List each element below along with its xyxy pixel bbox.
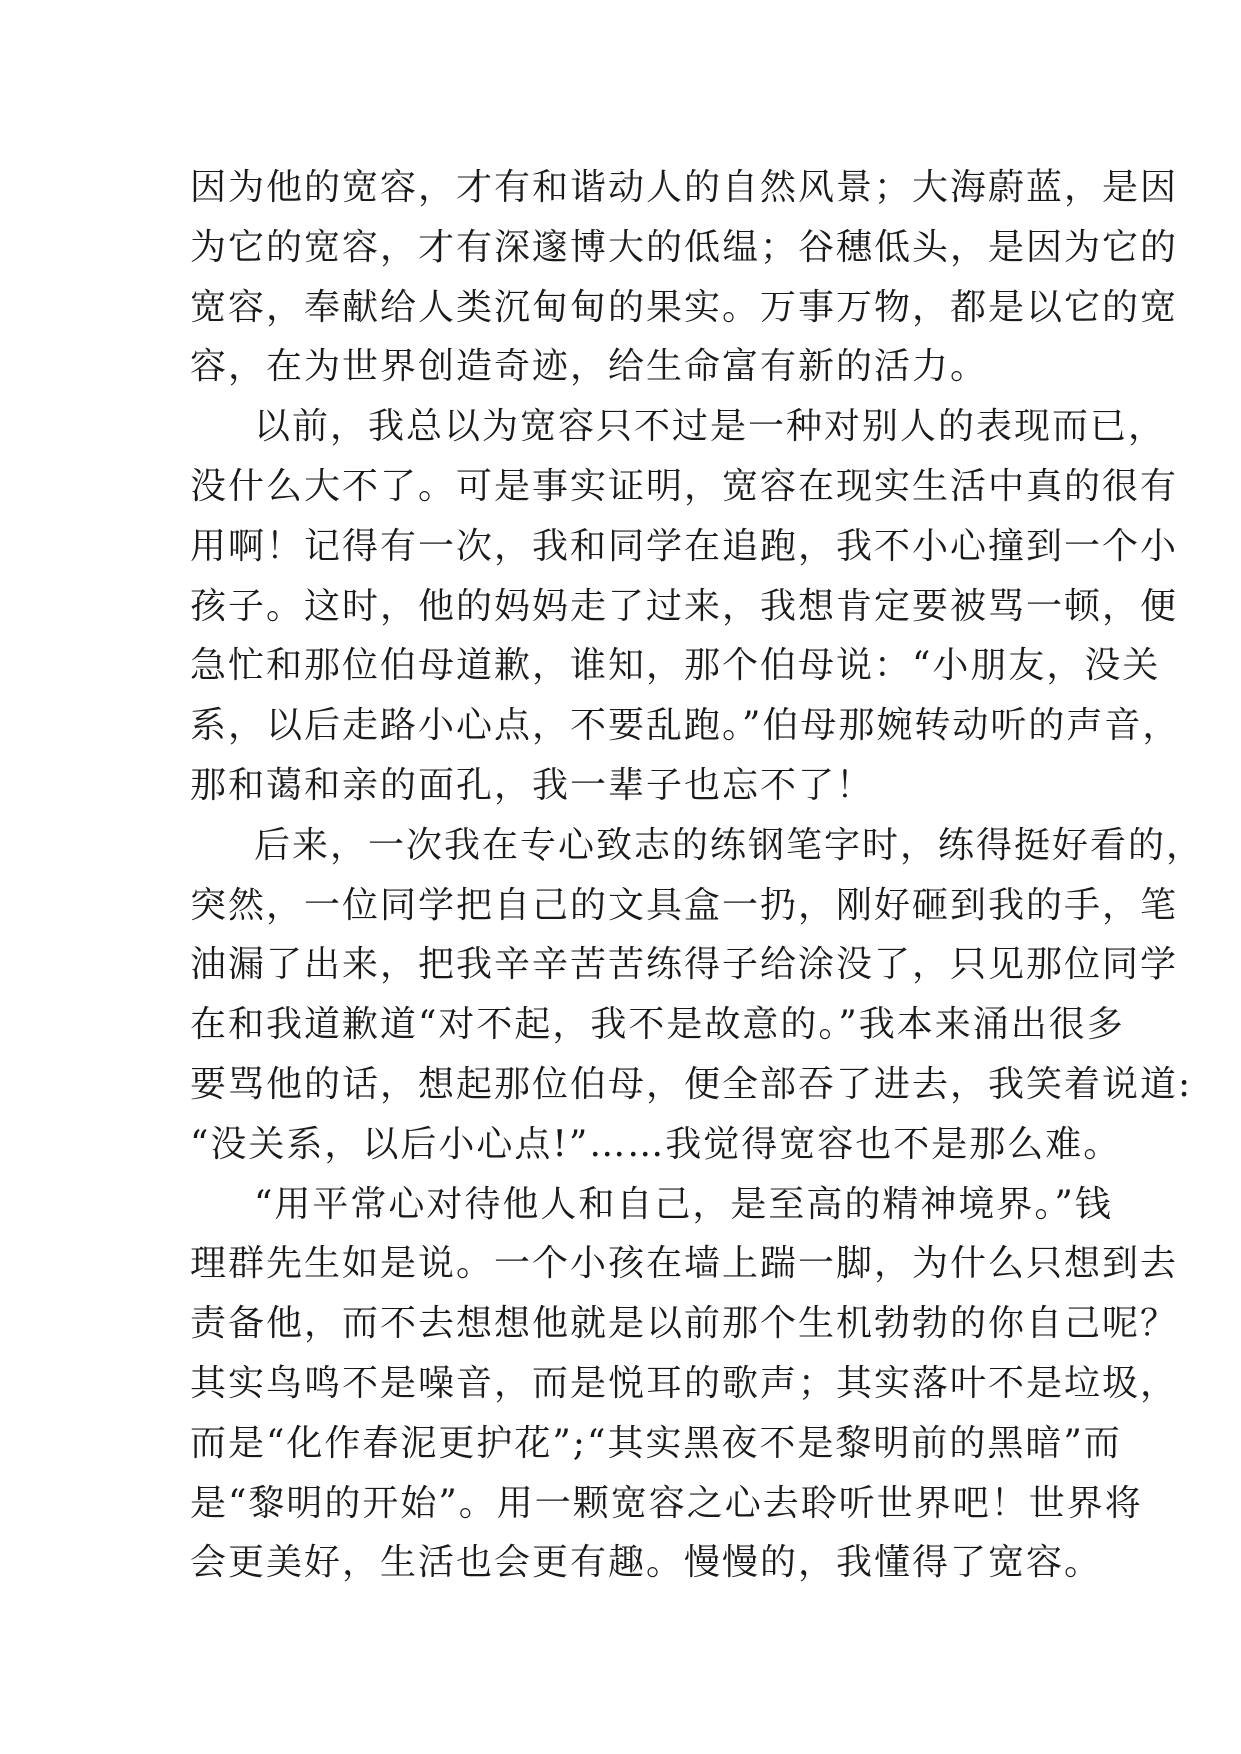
paragraph-1 <box>190 158 1179 397</box>
text-line: 容，在为世界创造奇迹，给生命富有新的活力。 <box>190 346 989 388</box>
text-line: 要骂他的话，想起那位伯母，便全部吞了进去，我笑着说道: <box>190 1063 1193 1105</box>
paragraph-3 <box>190 816 1205 1175</box>
essay-body <box>190 158 1205 1593</box>
text-line: 宽容，奉献给人类沉甸甸的果实。万事万物，都是以它的宽 <box>190 286 1179 328</box>
text-line: 是“黎明的开始”。用一颗宽容之心去聆听世界吧！世界将 <box>190 1482 1143 1524</box>
text-line: 以前，我总以为宽容只不过是一种对别人的表现而已， <box>254 406 1167 448</box>
text-line: 因为他的宽容，才有和谐动人的自然风景；大海蔚蓝，是因 <box>190 167 1179 208</box>
text-line: 系，以后走路小心点，不要乱跑。”伯母那婉转动听的声音， <box>190 705 1181 747</box>
text-line: 那和蔼和亲的面孔，我一辈子也忘不了！ <box>190 764 875 806</box>
text-line: 为它的宽容，才有深邃博大的低缊；谷穗低头，是因为它的 <box>190 226 1179 268</box>
text-line: 理群先生如是说。一个小孩在墙上踹一脚，为什么只想到去 <box>190 1243 1179 1285</box>
text-line: 会更美好，生活也会更有趣。慢慢的，我懂得了宽容。 <box>190 1542 1103 1584</box>
text-line: 油漏了出来，把我辛辛苦苦练得子给涂没了，只见那位同学 <box>190 944 1179 986</box>
paragraph-2 <box>190 397 1181 816</box>
text-line: 在和我道歉道“对不起，我不是故意的。”我本来涌出很多 <box>190 1004 1125 1046</box>
text-line: 孩子。这时，他的妈妈走了过来，我想肯定要被骂一顿，便 <box>190 585 1179 627</box>
text-line: 急忙和那位伯母道歉，谁知，那个伯母说：“小朋友，没关 <box>190 645 1161 687</box>
text-line: 用啊！记得有一次，我和同学在追跑，我不小心撞到一个小 <box>190 525 1179 567</box>
paragraph-4 <box>190 1175 1179 1594</box>
text-line: 没什么大不了。可是事实证明，宽容在现实生活中真的很有 <box>190 465 1179 507</box>
text-line: 突然，一位同学把自己的文具盒一扔，刚好砸到我的手，笔 <box>190 884 1179 926</box>
text-line: “没关系，以后小心点!”……我觉得宽容也不是那么难。 <box>190 1123 1122 1165</box>
text-line: “用平常心对待他人和自己，是至高的精神境界。”钱 <box>254 1183 1113 1225</box>
text-line: 其实鸟鸣不是噪音，而是悦耳的歌声；其实落叶不是垃圾， <box>190 1362 1179 1404</box>
text-line: 而是“化作春泥更护花”;“其实黑夜不是黎明前的黑暗”而 <box>190 1422 1122 1464</box>
text-line: 后来，一次我在专心致志的练钢笔字时，练得挺好看的， <box>254 824 1205 866</box>
text-line: 责备他，而不去想想他就是以前那个生机勃勃的你自己呢？ <box>190 1303 1179 1345</box>
